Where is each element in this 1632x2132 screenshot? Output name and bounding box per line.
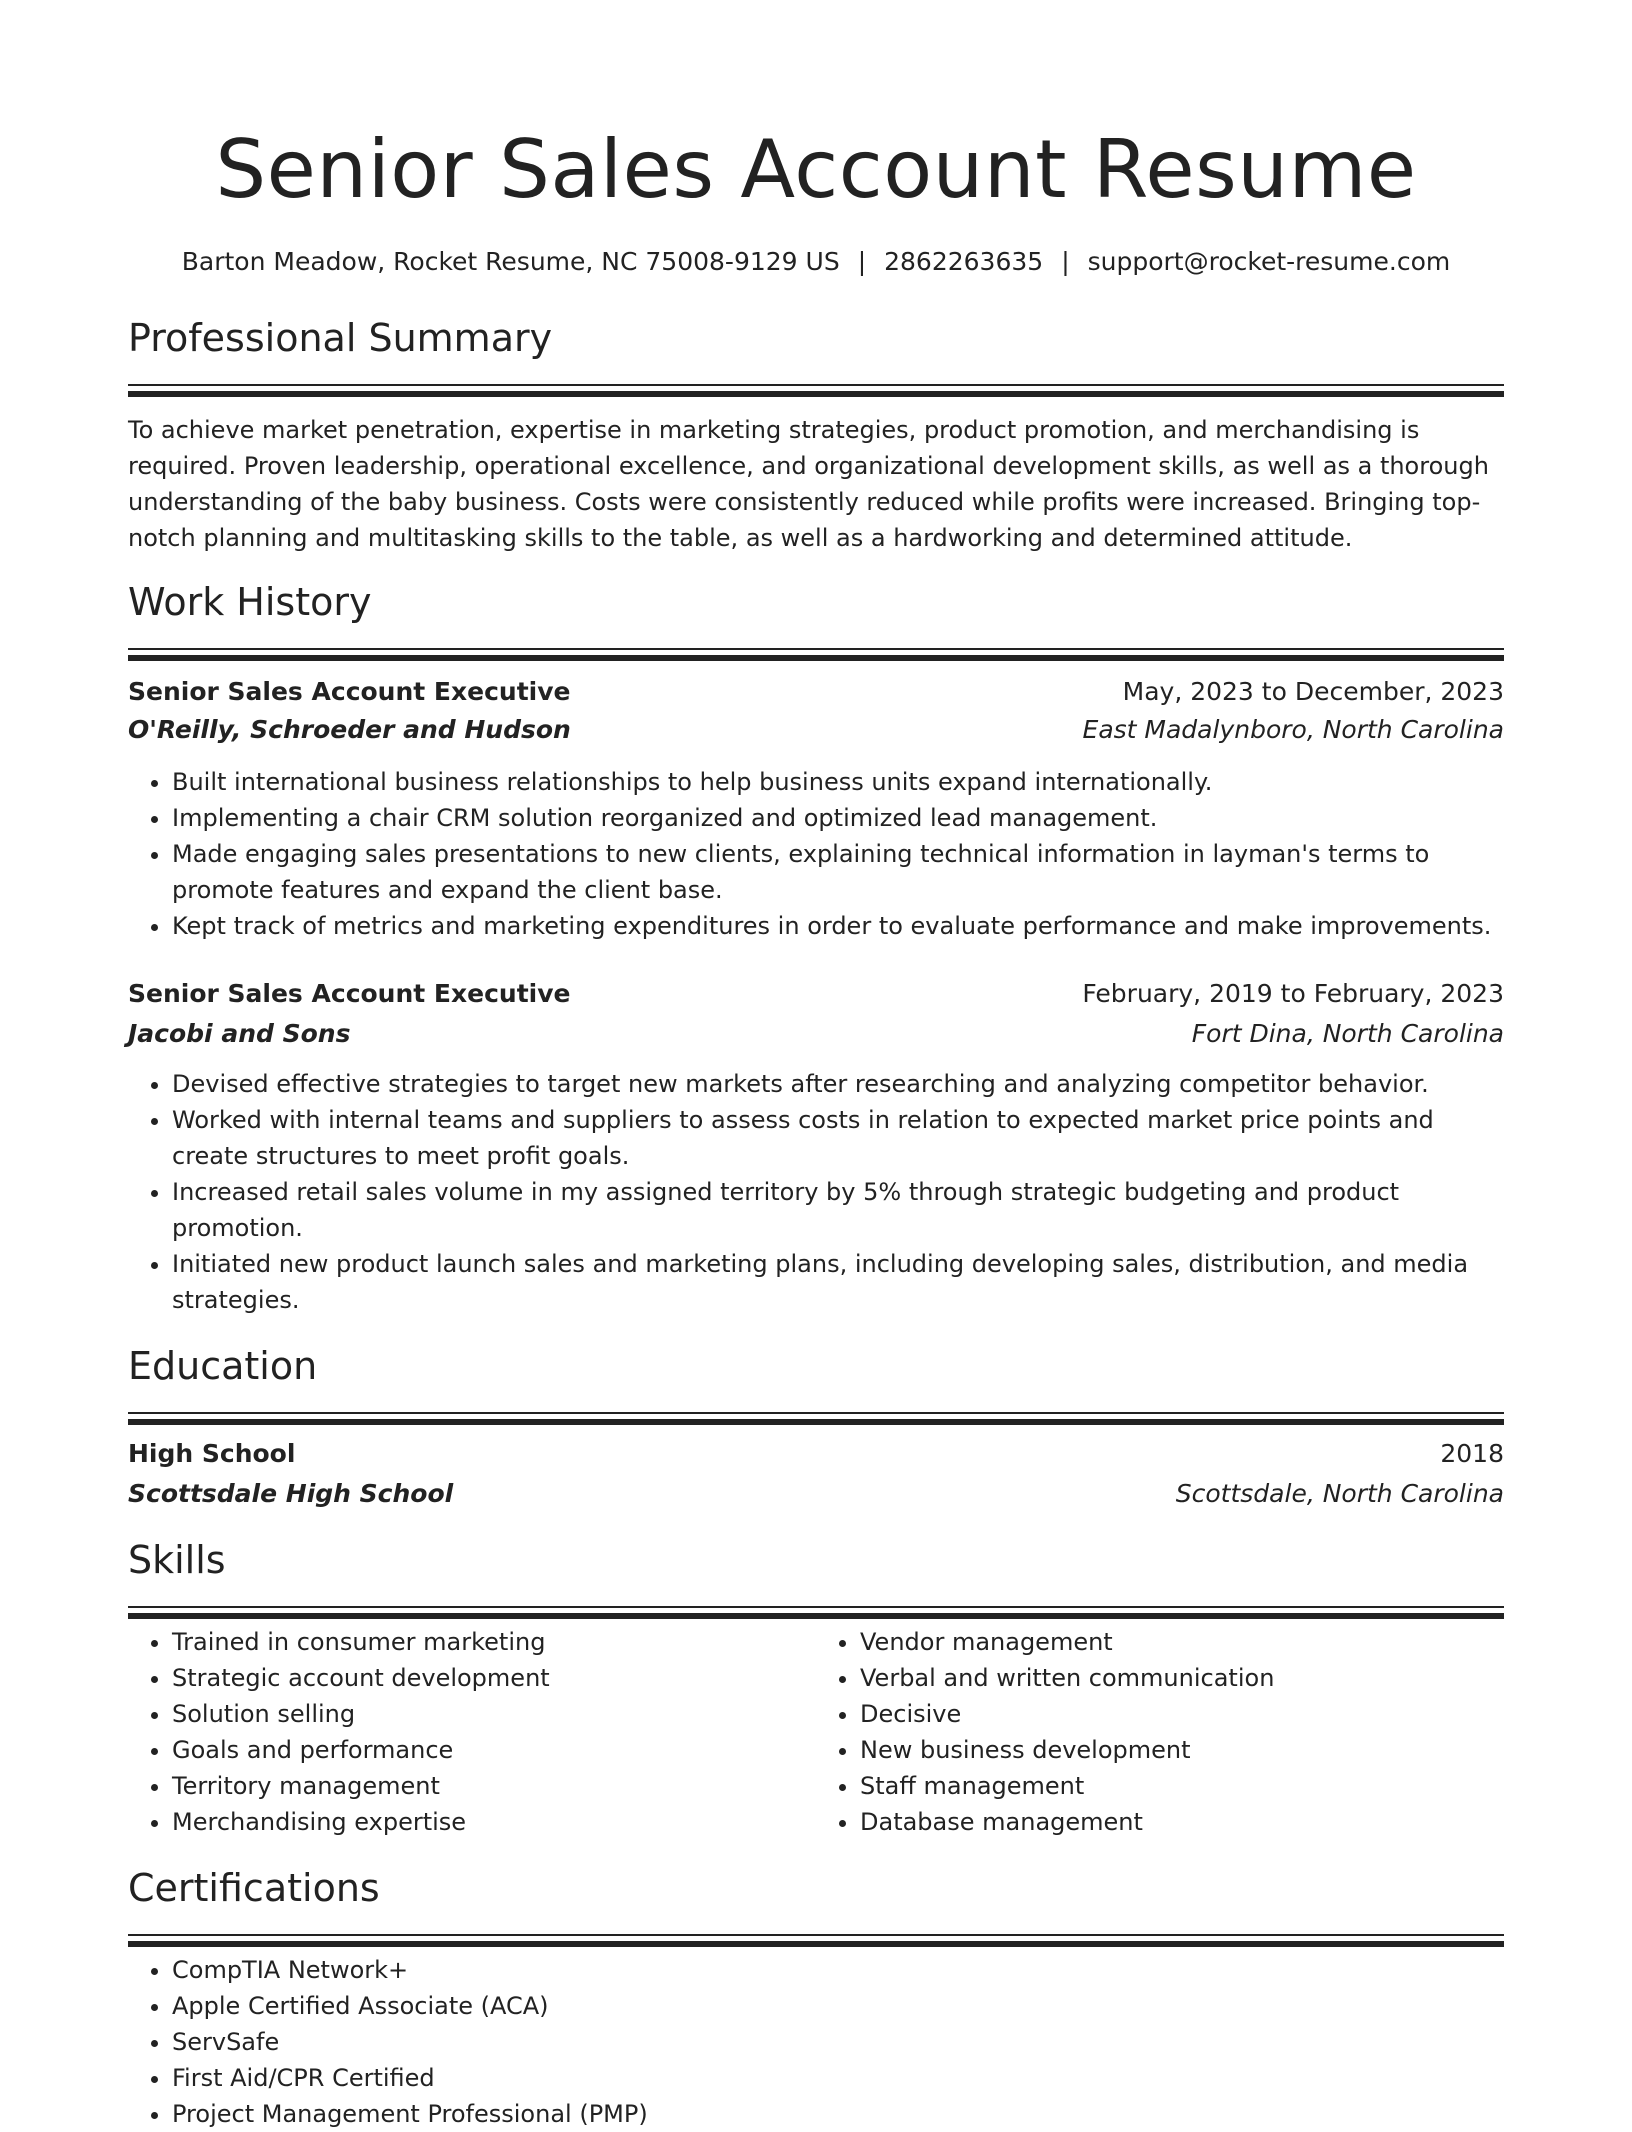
list-item: • ServSafe [172,2024,1504,2060]
section-divider [128,384,1504,386]
education-degree: High School [128,1439,296,1468]
job-title: Senior Sales Account Executive [128,677,571,706]
work-section [128,578,1504,1318]
list-item: • Verbal and written communication [860,1660,1504,1696]
skills-heading: Skills [128,1538,226,1582]
list-item: • Decisive [860,1696,1504,1732]
section-divider [128,1412,1504,1414]
job-company: Jacobi and Sons [128,1019,351,1048]
education-year: 2018 [1440,1439,1504,1468]
summary-heading: Professional Summary [128,316,553,360]
resume-title: Senior Sales Account Resume [215,123,1417,216]
list-item: • Implementing a chair CRM solution reorganized and optimized lead management. [172,800,1504,836]
section-divider [128,648,1504,650]
contact-phone: 2862263635 [884,247,1044,276]
skills-section [128,1536,1504,1840]
summary-text: To achieve market penetration, expertise in marketing strategies, product promotion, and merchandising is required. Proven leadership, operational excellence, and organizational development skills, as well as a thorough understanding of the baby business. Costs were consistently reduced while profits were increased. Bringing top-notch planning and multitasking skills to the table, as well as a hardworking and determined attitude. [128,416,1489,552]
skills-grid [128,1624,1504,1840]
list-item: • Devised effective strategies to target new markets after researching and analyzing competitor behavior. [172,1066,1504,1102]
skills-list-left [128,1624,816,1840]
job-dates: February, 2019 to February, 2023 [1082,979,1504,1008]
job-header-row [128,674,1504,710]
education-school-row [128,1476,1504,1512]
list-item: • Territory management [172,1768,816,1804]
job-title: Senior Sales Account Executive [128,979,571,1008]
list-item: • Apple Certified Associate (ACA) [172,1988,1504,2024]
list-item: • Kept track of metrics and marketing expenditures in order to evaluate performance and make improvements. [172,908,1504,944]
list-item: • Vendor management [860,1624,1504,1660]
list-item: • Project Management Professional (PMP) [172,2096,1504,2132]
job-location: East Madalynboro, North Carolina [1082,715,1504,744]
certifications-section [128,1864,1504,2132]
job-dates: May, 2023 to December, 2023 [1122,677,1504,706]
list-item: • Trained in consumer marketing [172,1624,816,1660]
list-item: • Worked with internal teams and suppliers to assess costs in relation to expected market price points and create structures to meet profit goals. [172,1102,1504,1174]
summary-section [128,314,1504,556]
certifications-list [128,1952,1504,2132]
job-entry [128,976,1504,1318]
section-divider [128,1606,1504,1608]
job-header-row [128,976,1504,1012]
job-entry [128,674,1504,944]
list-item: • Strategic account development [172,1660,816,1696]
job-location: Fort Dina, North Carolina [1191,1019,1504,1048]
education-heading: Education [128,1344,318,1388]
job-bullets [128,764,1504,944]
list-item: • Initiated new product launch sales and marketing plans, including developing sales, distribution, and media strategies. [172,1246,1504,1318]
list-item: • Database management [860,1804,1504,1840]
list-item: • Increased retail sales volume in my assigned territory by 5% through strategic budgeting and product promotion. [172,1174,1504,1246]
list-item: • Merchandising expertise [172,1804,816,1840]
list-item: • CompTIA Network+ [172,1952,1504,1988]
education-location: Scottsdale, North Carolina [1175,1479,1504,1508]
job-company-row [128,1016,1504,1052]
certifications-heading: Certifications [128,1866,380,1910]
education-section [128,1342,1504,1512]
education-degree-row [128,1436,1504,1472]
education-school: Scottsdale High School [128,1479,454,1508]
list-item: • Solution selling [172,1696,816,1732]
list-item: • First Aid/CPR Certified [172,2060,1504,2096]
section-divider [128,1934,1504,1936]
list-item: • New business development [860,1732,1504,1768]
contact-separator: | [857,247,867,276]
skills-list-right [816,1624,1504,1840]
job-bullets [128,1066,1504,1318]
contact-separator: | [1061,247,1070,276]
job-company-row [128,712,1504,748]
contact-email: support@rocket-resume.com [1087,247,1451,276]
list-item: • Built international business relationships to help business units expand internationally. [172,764,1504,800]
list-item: • Goals and performance [172,1732,816,1768]
job-company: O'Reilly, Schroeder and Hudson [128,715,571,744]
list-item: • Made engaging sales presentations to new clients, explaining technical information in layman's terms to promote features and expand the client base. [172,836,1504,908]
contact-address: Barton Meadow, Rocket Resume, NC 75008-9129 US [181,247,840,276]
list-item: • Staff management [860,1768,1504,1804]
contact-line [128,246,1504,278]
work-heading: Work History [128,580,372,624]
